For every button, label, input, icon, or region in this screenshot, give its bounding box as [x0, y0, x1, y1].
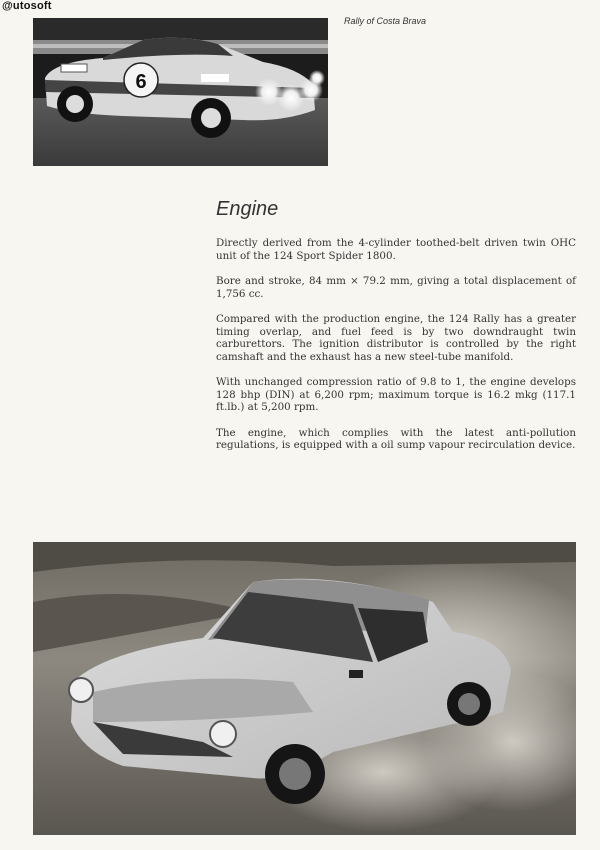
paragraph-performance: With unchanged compression ratio of 9.8 to 1, the engine develops 128 bhp (DIN) at 6,200 rpm; maximum torque is 16.2 mkg (117.1 ft.lb.) at 5,200 rpm. — [216, 376, 576, 413]
paragraph-bore-stroke: Bore and stroke, 84 mm × 79.2 mm, giving a total displacement of 1,756 cc. — [216, 275, 576, 300]
dusty-car-photo — [33, 542, 576, 835]
paragraph-derivation: Directly derived from the 4-cylinder toothed-belt driven twin OHC unit of the 124 Sport Spider 1800. — [216, 237, 576, 262]
photo-caption: Rally of Costa Brava — [344, 16, 427, 26]
section-heading: Engine — [216, 198, 279, 220]
engine-description — [216, 237, 576, 465]
paragraph-comparison: Compared with the production engine, the 124 Rally has a greater timing overlap, and fuel feed is by two downdraught twin carburettors. The ignition distributor is controlled by the right camshaft and the exhaust has a new steel-tube manifold. — [216, 313, 576, 363]
paragraph-emissions: The engine, which complies with the latest anti-pollution regulations, is equipped with a oil sump vapour recirculation device. — [216, 426, 576, 451]
watermark: @utosoft — [2, 0, 52, 12]
rally-car-photo — [33, 18, 328, 166]
car-number: 6 — [135, 71, 147, 93]
